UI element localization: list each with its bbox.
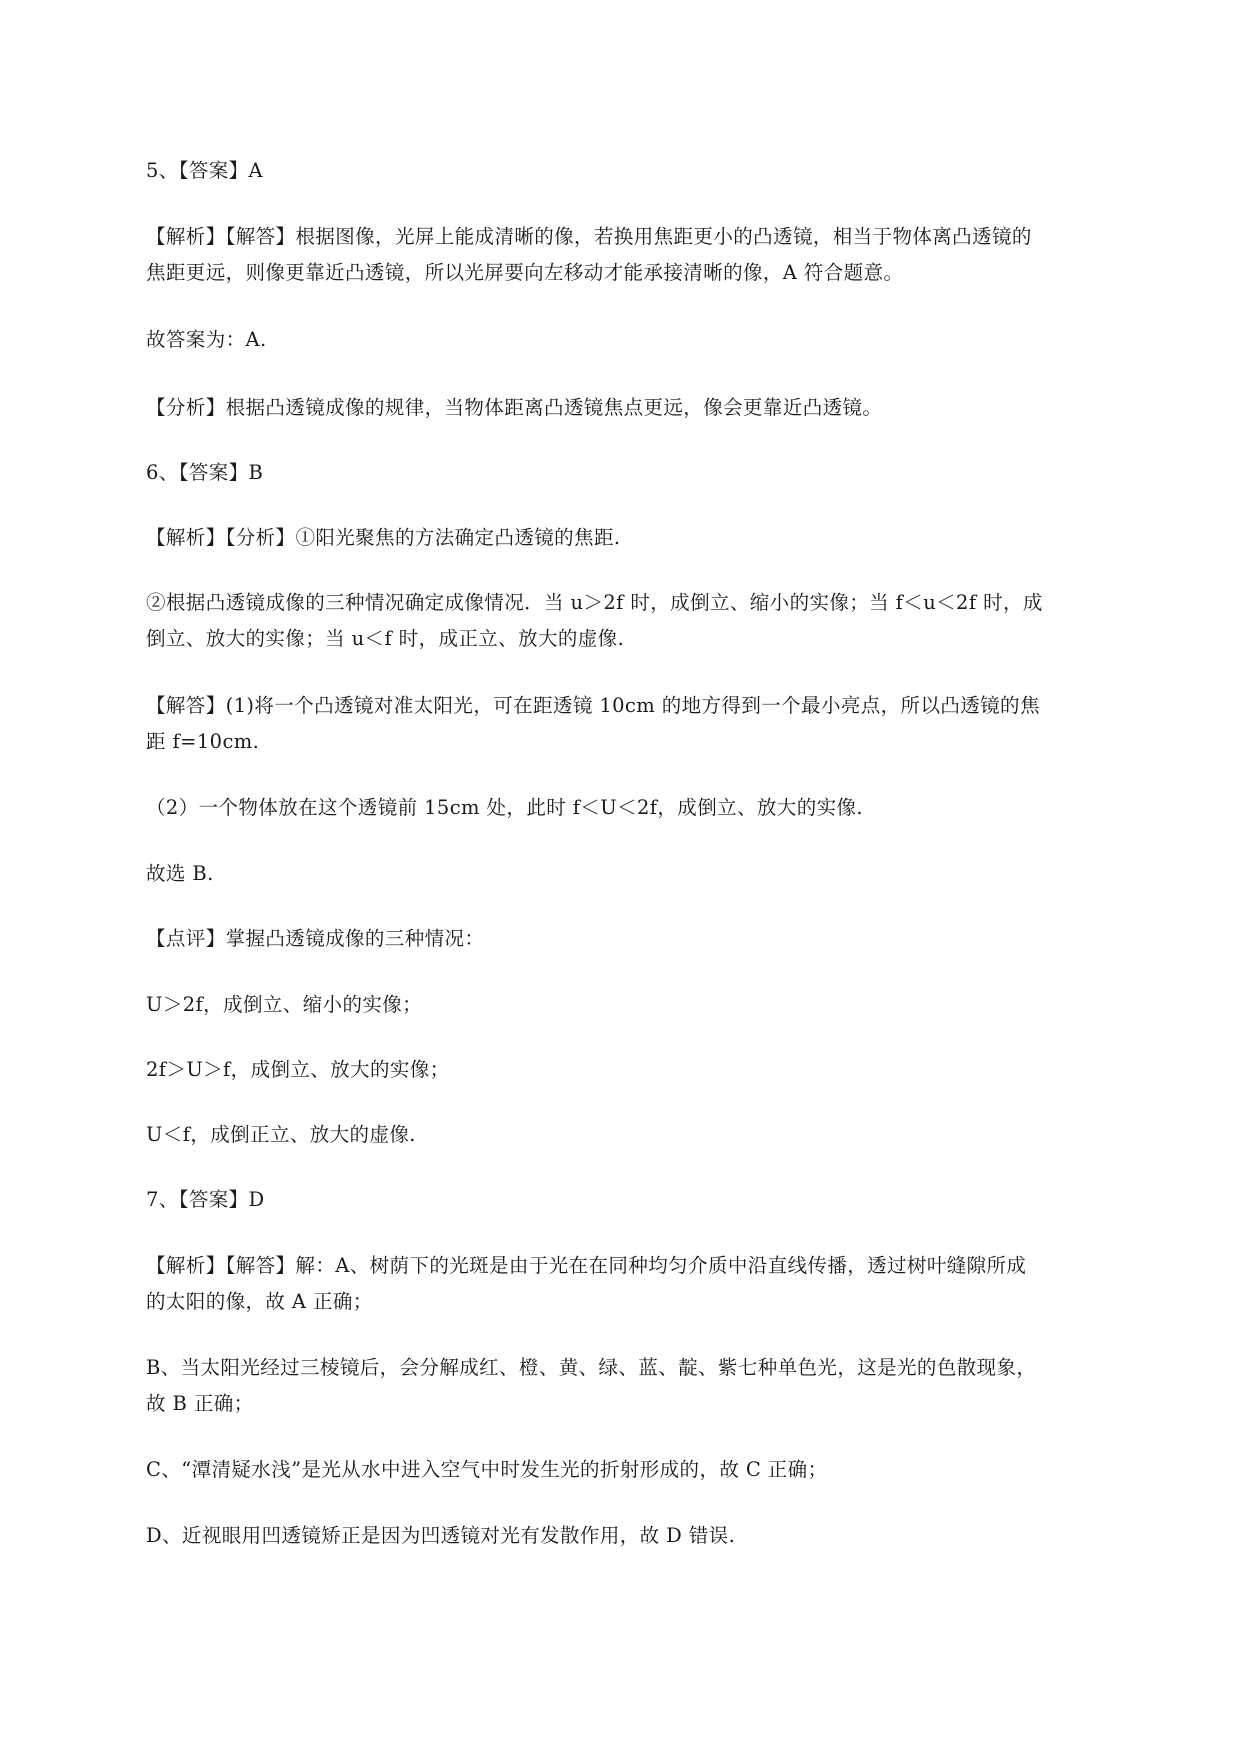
q6-solve-1-line-1: 【解答】(1)将一个凸透镜对准太阳光，可在距透镜 10cm 的地方得到一个最小亮点，所以凸透镜的焦 <box>146 694 1040 717</box>
q5-comment <box>146 390 1146 426</box>
q7-option-d-text: D、近视眼用凹透镜矫正是因为凹透镜对光有发散作用，故 D 错误. <box>146 1524 736 1547</box>
q6-final-answer <box>146 856 1146 892</box>
q7-option-a <box>146 1248 1146 1320</box>
q6-analysis <box>146 520 1146 556</box>
q5-final-answer <box>146 322 1146 358</box>
q6-review-text: 【点评】掌握凸透镜成像的三种情况： <box>146 927 485 950</box>
q6-point-2-line-1: ②根据凸透镜成像的三种情况确定成像情况．当 u＞2f 时，成倒立、缩小的实像；当 f＜u＜2f 时，成 <box>146 591 1043 614</box>
q6-solve-2 <box>146 790 1146 826</box>
q6-answer-text: 6、【答案】B <box>146 461 264 484</box>
q7-option-c-text: C、“潭清疑水浅”是光从水中进入空气中时发生光的折射形成的，故 C 正确； <box>146 1458 828 1481</box>
q6-solve-1 <box>146 688 1146 760</box>
q5-analysis-line-2: 焦距更远，则像更靠近凸透镜，所以光屏要向左移动才能承接清晰的像，A 符合题意。 <box>146 261 904 284</box>
q7-answer-text: 7、【答案】D <box>146 1188 265 1211</box>
q5-answer <box>146 153 1146 189</box>
q6-point-2-line-2: 倒立、放大的实像；当 u＜f 时，成正立、放大的虚像. <box>146 627 625 650</box>
q6-solve-1-line-2: 距 f=10cm. <box>146 730 260 753</box>
q7-option-a-line-1: 【解析】【解答】解：A、树荫下的光斑是由于光在在同种均匀介质中沿直线传播，透过树叶缝隙所成 <box>146 1254 1027 1277</box>
q6-final-answer-text: 故选 B. <box>146 862 214 885</box>
q5-final-answer-text: 故答案为：A. <box>146 328 267 351</box>
q5-comment-text: 【分析】根据凸透镜成像的规律，当物体距离凸透镜焦点更远，像会更靠近凸透镜。 <box>146 396 883 419</box>
q7-answer <box>146 1182 1146 1218</box>
q6-case-1 <box>146 987 1146 1023</box>
q5-answer-text: 5、【答案】A <box>146 159 264 182</box>
q5-analysis <box>146 219 1146 291</box>
q6-analysis-text: 【解析】【分析】①阳光聚焦的方法确定凸透镜的焦距. <box>146 526 621 549</box>
q7-option-b <box>146 1350 1146 1422</box>
q6-case-3-text: U＜f，成倒正立、放大的虚像. <box>146 1123 416 1146</box>
q7-option-b-line-1: B、当太阳光经过三棱镜后，会分解成红、橙、黄、绿、蓝、靛、紫七种单色光，这是光的色散现象， <box>146 1356 1037 1379</box>
q6-solve-2-text: （2）一个物体放在这个透镜前 15cm 处，此时 f＜U＜2f，成倒立、放大的实像. <box>146 796 864 819</box>
q7-option-c <box>146 1452 1146 1488</box>
q6-case-1-text: U＞2f，成倒立、缩小的实像； <box>146 993 423 1016</box>
q7-option-b-line-2: 故 B 正确； <box>146 1392 254 1415</box>
q6-case-2-text: 2f＞U＞f，成倒立、放大的实像； <box>146 1058 450 1081</box>
q6-point-2 <box>146 585 1146 657</box>
q5-analysis-line-1: 【解析】【解答】根据图像，光屏上能成清晰的像，若换用焦距更小的凸透镜，相当于物体离凸透镜的 <box>146 225 1032 248</box>
q7-option-d <box>146 1518 1146 1554</box>
q6-case-3 <box>146 1117 1146 1153</box>
q7-option-a-line-2: 的太阳的像，故 A 正确； <box>146 1290 373 1313</box>
q6-answer <box>146 455 1146 491</box>
q6-review <box>146 921 1146 957</box>
q6-case-2 <box>146 1052 1146 1088</box>
